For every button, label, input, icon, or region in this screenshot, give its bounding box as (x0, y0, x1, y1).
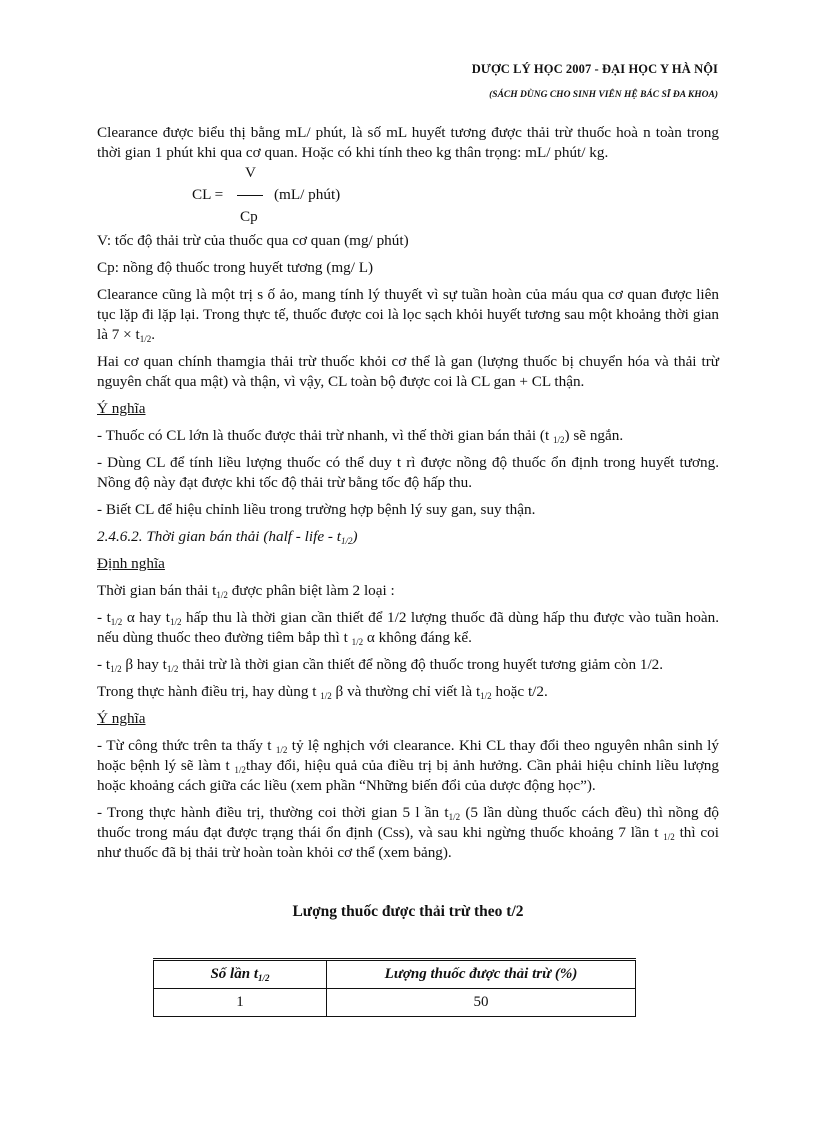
meaning2-paragraph-2: - Trong thực hành điều trị, thường coi thời gian 5 l ần $t_{1/2}$ (5 lần dùng thuốc cách đều) thì nồng độ thuốc trong máu đạt được trạng thái ổn định (Css), và sau khi ngừng thuốc khoảng 7 lần t $_{1/2}$ thì coi như thuốc đã bị thải trừ hoàn toàn khỏi cơ thể (xem bảng). (97, 804, 719, 861)
fraction-bar (237, 195, 263, 196)
intro-paragraph: Clearance được biểu thị bằng mL/ phút, là số mL huyết tương được thải trừ thuốc hoà n toàn trong thời gian 1 phút khi qua cơ quan. Hoặc có khi tính theo kg thân trọng: mL/ phút/ kg. (97, 124, 719, 161)
column-header-count: Số lần $t_{1/2}$ (154, 960, 327, 989)
section-heading: 2.4.6.2. Thời gian bán thải (half - life - $t_{1/2}$) (97, 528, 358, 547)
meaning1-bullet-3: - Biết CL để hiệu chỉnh liều trong trường hợp bệnh lý suy gan, suy thận. (97, 501, 536, 518)
clearance-virtual-paragraph: Clearance cũng là một trị s ố ảo, mang tính lý thuyết vì sự tuần hoàn của máu qua cơ quan được liên tục lặp đi lặp lại. Trong thực tế, thuốc được coi là lọc sạch khỏi huyết tương sau một khoảng thời gian là $7 \times t_{1/2}$. (97, 286, 719, 345)
table-header-row (154, 960, 636, 989)
clearance-formula (97, 163, 719, 227)
table-row (154, 989, 636, 1017)
meaning1-bullet-1: - Thuốc có CL lớn là thuốc được thải trừ nhanh, vì thế thời gian bán thải (t $_{1/2}$) sẽ ngắn. (97, 427, 624, 446)
definition-heading: Định nghĩa (97, 555, 165, 572)
definition-line-1: Thời gian bán thải $t_{1/2}$ được phân biệt làm 2 loại : (97, 582, 395, 601)
formula-unit: (mL/ phút) (274, 186, 341, 203)
formula-lhs: CL = (192, 186, 224, 203)
meaning-heading-1: Ý nghĩa (97, 400, 146, 417)
running-header-title: DƯỢC LÝ HỌC 2007 - ĐẠI HỌC Y HÀ NỘI (471, 62, 718, 76)
table-title: Lượng thuốc được thải trừ theo t/2 (292, 903, 524, 920)
definition-v: V: tốc độ thải trừ của thuốc qua cơ quan (mg/ phút) (97, 232, 409, 249)
definition-beta: - $t_{1/2}$ β hay $t_{1/2}$ thải trừ là thời gian cần thiết để nồng độ thuốc trong huyết tương giảm còn 1/2. (97, 656, 664, 675)
formula-denominator: Cp (240, 208, 258, 225)
definition-cp: Cp: nồng độ thuốc trong huyết tương (mg/ L) (97, 259, 374, 276)
formula-numerator: V (245, 164, 256, 181)
meaning2-paragraph-1: - Từ công thức trên ta thấy t $_{1/2}$ tỷ lệ nghịch với clearance. Khi CL thay đổi theo nguyên nhân sinh lý hoặc bệnh lý sẽ làm t $_{1/2}$thay đổi, hiệu quả của điều trị bị ảnh hưởng. Cần phải hiệu chỉnh liều lượng hoặc khoảng cách giữa các liều (xem phần “Những biến đổi của dược động học”). (97, 737, 719, 794)
definition-practice: Trong thực hành điều trị, hay dùng t $_{1/2}$ β và thường chỉ viết là $t_{1/2}$ hoặc t/2. (97, 683, 548, 702)
body-text (97, 123, 719, 863)
running-header-subtitle: (SÁCH DÙNG CHO SINH VIÊN HỆ BÁC SĨ ĐA KHOA) (489, 90, 718, 100)
meaning-heading-2: Ý nghĩa (97, 710, 146, 727)
meaning1-bullet-2: - Dùng CL để tính liều lượng thuốc có thể duy t rì được nồng độ thuốc ổn định trong huyết tương. Nồng độ này đạt được khi tốc độ thải trừ bằng tốc độ hấp thu. (97, 454, 719, 491)
definition-alpha: - $t_{1/2}$ α hay $t_{1/2}$ hấp thu là thời gian cần thiết để 1/2 lượng thuốc đã dùng hấp thu được vào tuần hoàn. nếu dùng thuốc theo đường tiêm bắp thì t $_{1/2}$ α không đáng kể. (97, 609, 719, 648)
cell-percent: 50 (327, 989, 636, 1017)
two-organs-paragraph: Hai cơ quan chính thamgia thải trừ thuốc khỏi cơ thể là gan (lượng thuốc bị chuyển hóa và thải trừ nguyên chất qua mật) và thận, vì vậy, CL toàn bộ được coi là CL gan + CL thận. (97, 353, 719, 390)
elimination-table (153, 958, 636, 1017)
column-header-percent: Lượng thuốc được thải trừ (%) (327, 960, 636, 989)
cell-count: 1 (154, 989, 327, 1017)
